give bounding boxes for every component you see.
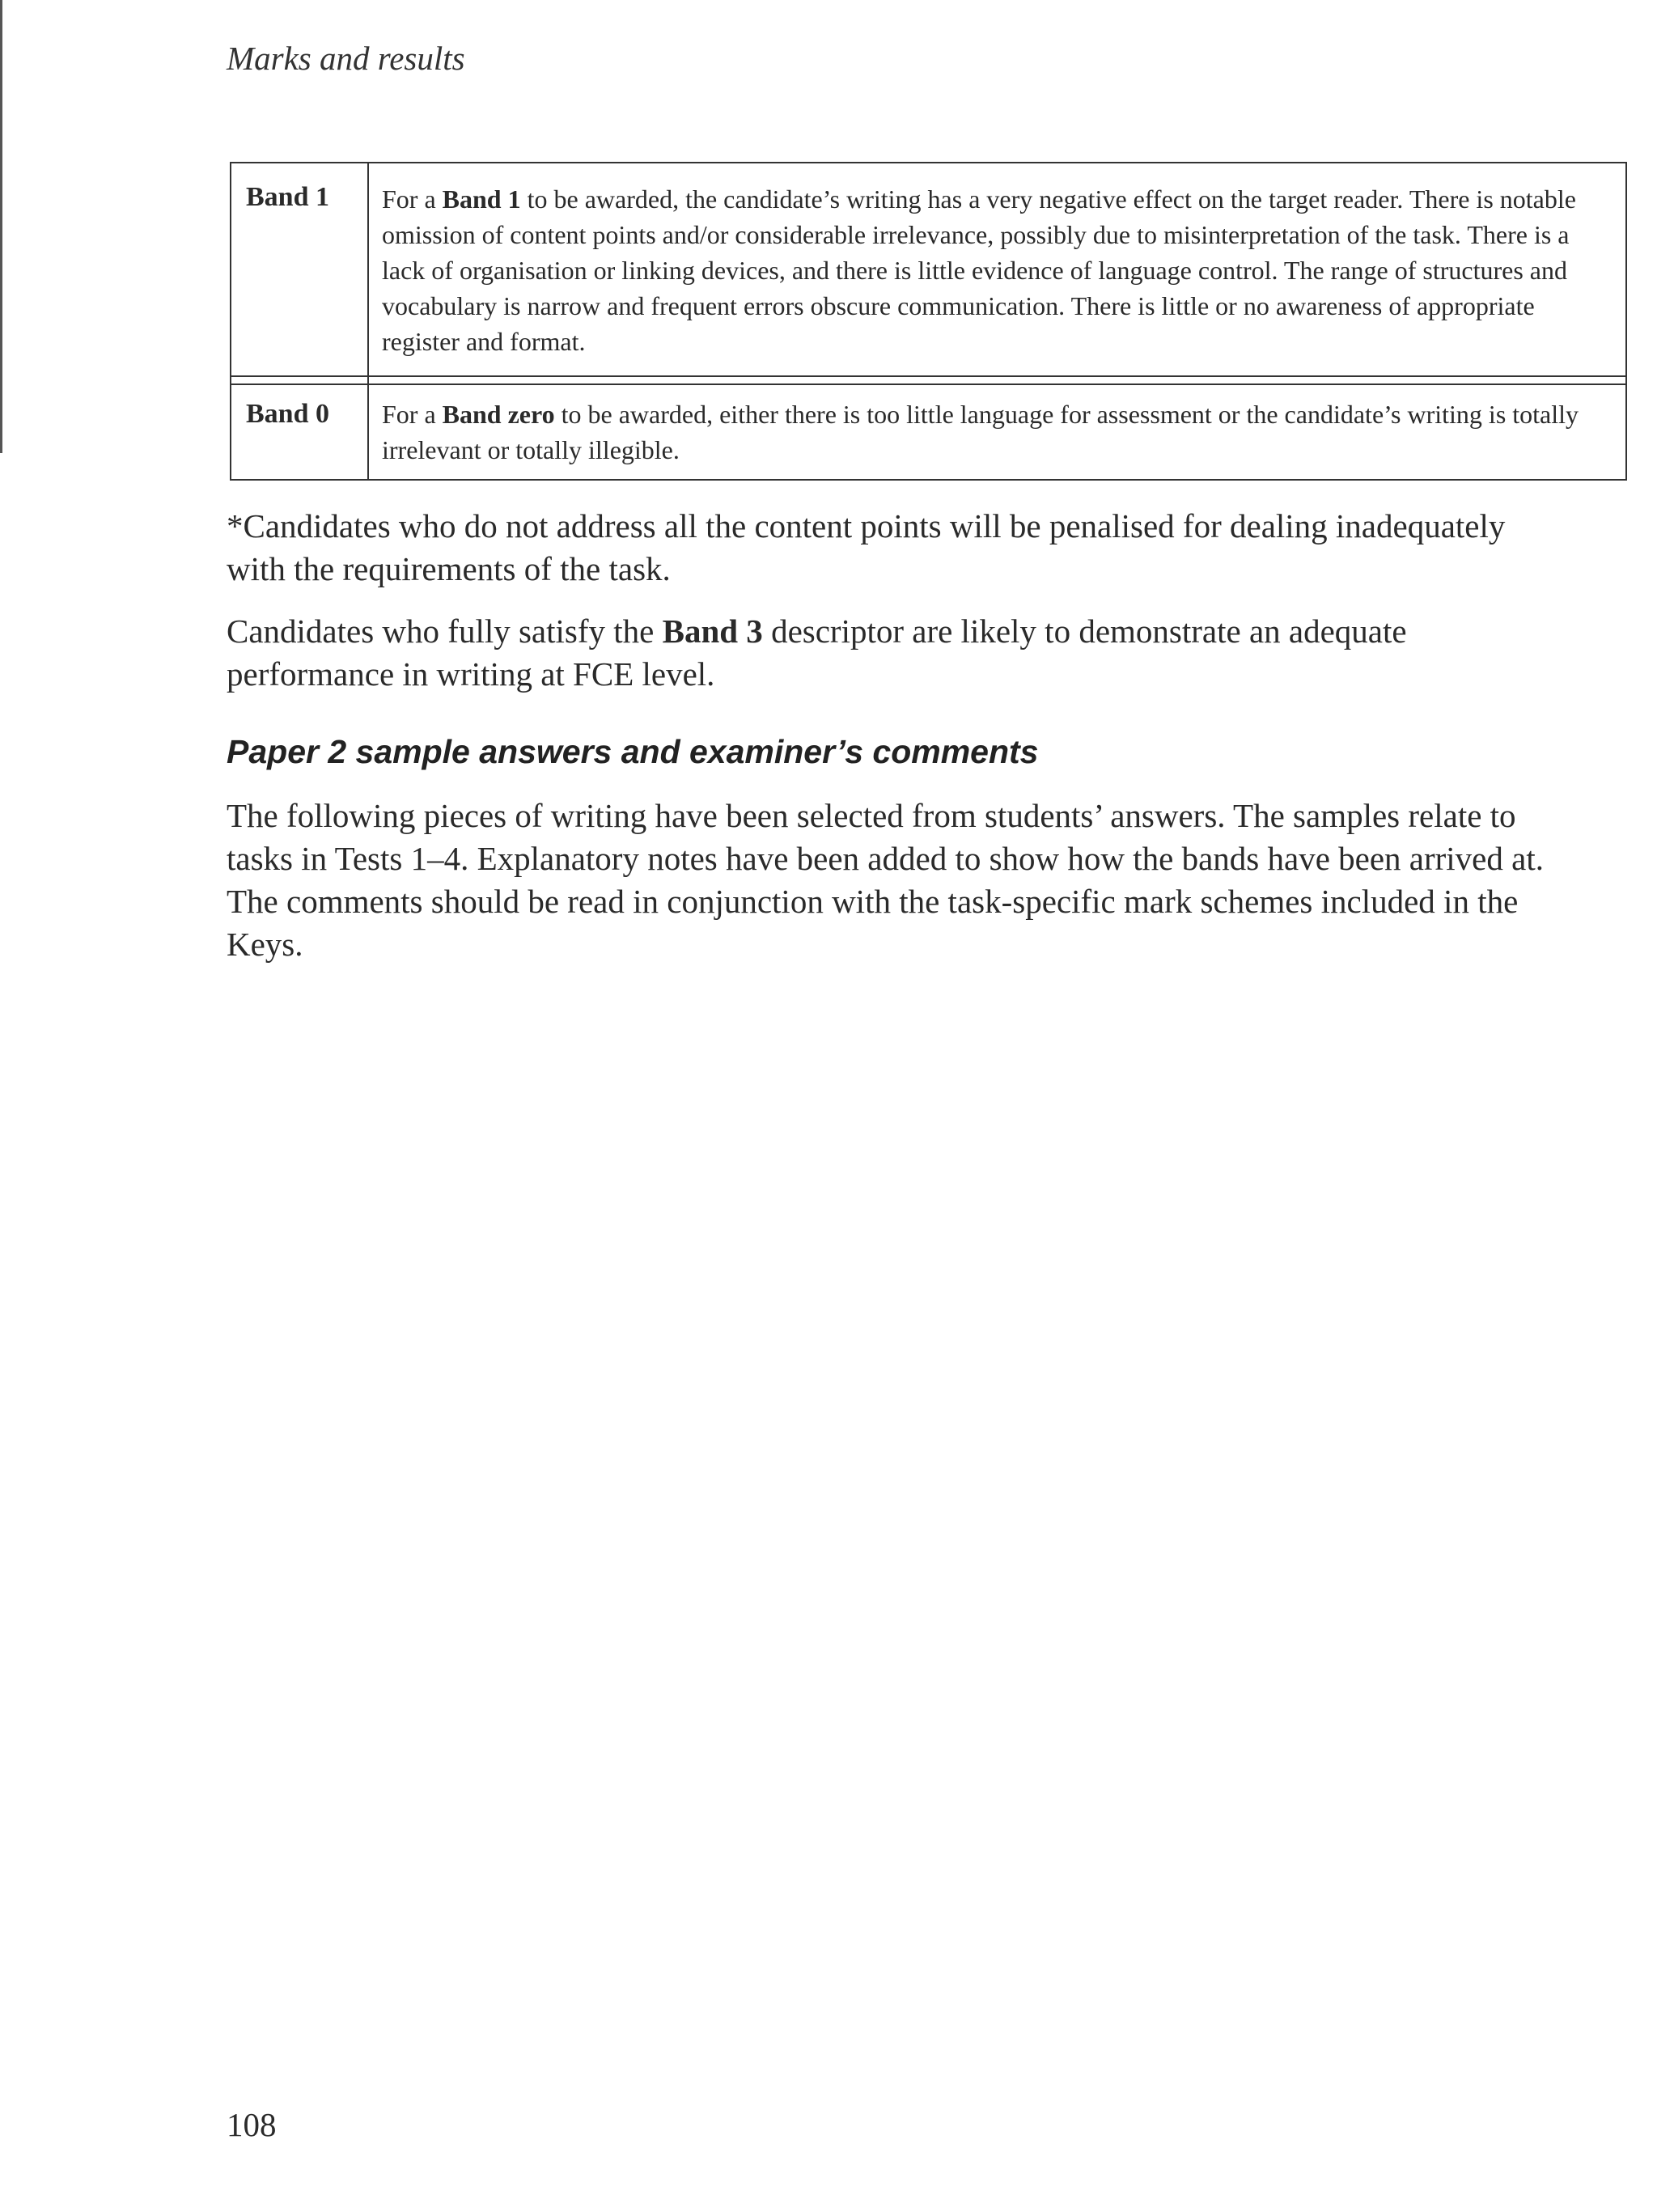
table-row-gap bbox=[231, 376, 1626, 384]
band-description: For a Band zero to be awarded, either there is too little language for assessment or the candidate’s writing is totally irrelevant or totally illegible. bbox=[368, 384, 1626, 480]
footnote-paragraph: *Candidates who do not address all the content points will be penalised for dealing inadequately with the requirements of the task. bbox=[227, 507, 1506, 587]
table-row-band-0 bbox=[231, 384, 1626, 480]
running-head: Marks and results bbox=[227, 40, 465, 77]
intro-paragraph: The following pieces of writing have been selected from students’ answers. The samples relate to tasks in Tests 1–4. Explanatory notes have been added to show how the bands have been arrived at. The comments should be read in conjunction with the task-specific mark schemes included in the Keys. bbox=[227, 797, 1544, 963]
scan-edge-rule bbox=[0, 0, 2, 453]
band-label: Band 1 bbox=[231, 163, 368, 376]
page-number: 108 bbox=[227, 2106, 277, 2143]
table-row-band-1 bbox=[231, 163, 1626, 376]
section-heading: Paper 2 sample answers and examiner’s comments bbox=[227, 733, 1039, 770]
band-label: Band 0 bbox=[231, 384, 368, 480]
band3-paragraph: Candidates who fully satisfy the Band 3 descriptor are likely to demonstrate an adequate performance in writing at FCE level. bbox=[227, 612, 1407, 693]
band-descriptor-table bbox=[230, 162, 1627, 481]
band-description: For a Band 1 to be awarded, the candidate’s writing has a very negative effect on the target reader. There is notable omission of content points and/or considerable irrelevance, possibly due to misinterpretation of the task. There is a lack of organisation or linking devices, and there is little evidence of language control. The range of structures and vocabulary is narrow and frequent errors obscure communication. There is little or no awareness of appropriate register and format. bbox=[368, 163, 1626, 376]
